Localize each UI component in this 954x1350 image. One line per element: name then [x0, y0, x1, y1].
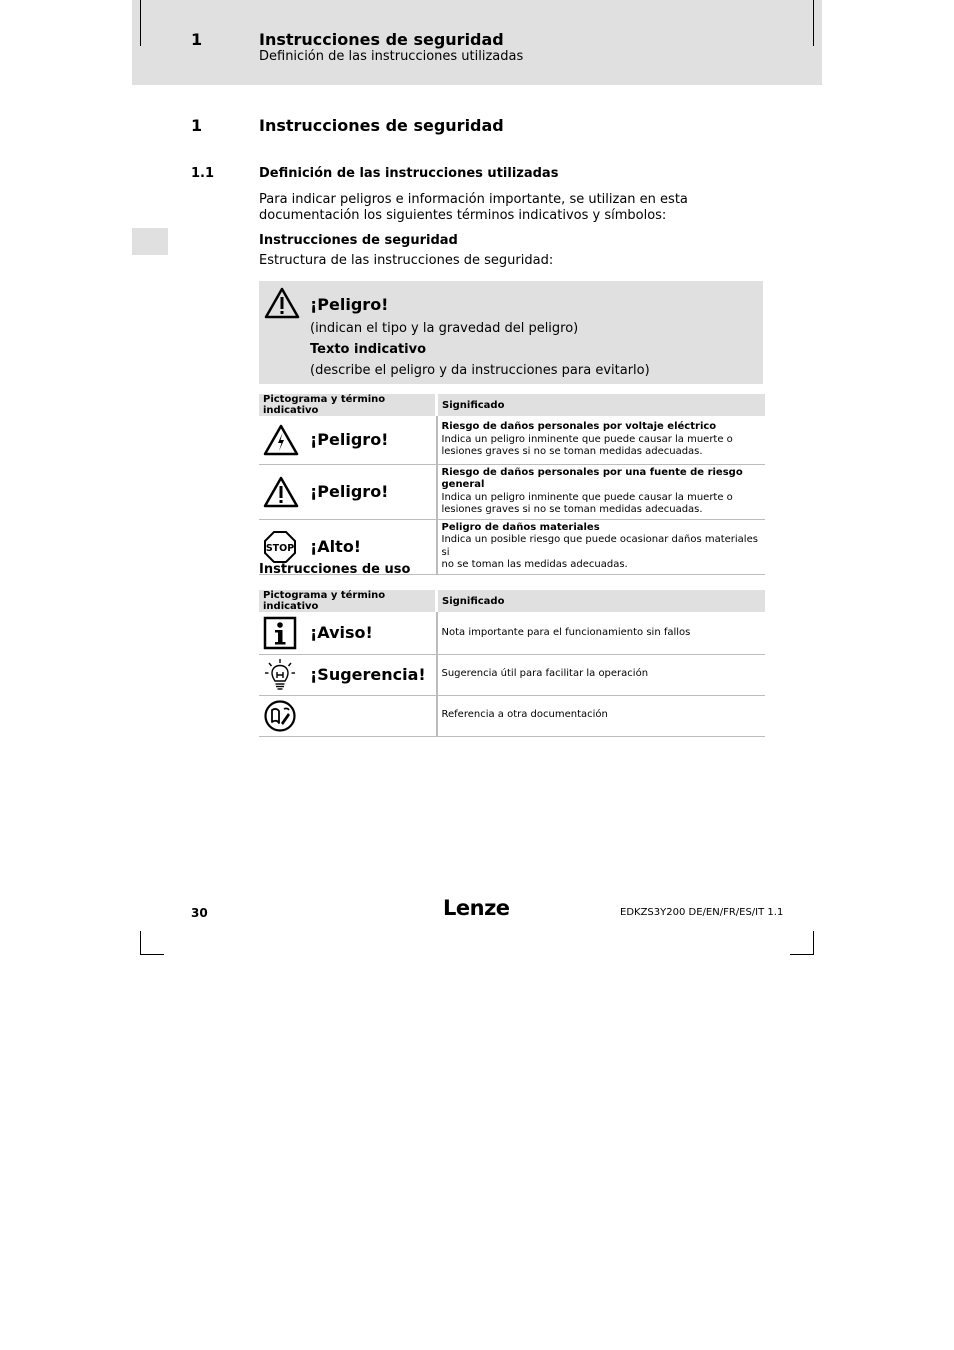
subsection-number: 1.1 — [191, 166, 215, 181]
meaning-text: Nota importante para el funcionamiento sin fallos — [441, 626, 691, 638]
table-row — [259, 695, 765, 736]
section-number: 1 — [191, 116, 203, 135]
table-row — [259, 612, 765, 654]
stop-icon-text: STOP — [265, 542, 295, 554]
meaning-text: no se toman las medidas adecuadas. — [441, 559, 628, 570]
crop-mark — [813, 0, 814, 46]
usage-heading: Instrucciones de uso — [259, 562, 411, 577]
header-chapter-number: 1 — [191, 30, 203, 49]
meaning-title: Peligro de daños materiales — [441, 521, 600, 533]
meaning-text: lesiones graves si no se toman medidas adecuadas. — [441, 504, 703, 515]
table-header-meaning: Significado — [437, 590, 766, 612]
safety-symbols-table — [259, 394, 765, 575]
table-header-pictogram: Pictograma y término indicativo — [259, 590, 437, 612]
table-row — [259, 416, 765, 464]
chapter-side-tab — [132, 228, 168, 255]
warning-example-bold: Texto indicativo — [310, 342, 427, 357]
meaning-text: Indica un posible riesgo que puede ocasionar daños materiales si — [441, 534, 758, 558]
crop-mark — [140, 0, 141, 46]
warning-example-line2: (describe el peligro y da instrucciones para evitarlo) — [310, 363, 650, 378]
safety-heading: Instrucciones de seguridad — [259, 233, 458, 248]
warning-example-title: ¡Peligro! — [310, 295, 389, 314]
term-label: ¡Peligro! — [310, 482, 389, 501]
meaning-text: Referencia a otra documentación — [441, 709, 608, 721]
meaning-text: Indica un peligro inminente que puede causar la muerte o — [441, 433, 733, 445]
meaning-text: Indica un peligro inminente que puede causar la muerte o — [441, 491, 733, 503]
table-row — [259, 654, 765, 695]
term-label: ¡Sugerencia! — [310, 665, 426, 684]
meaning-text: lesiones graves si no se toman medidas adecuadas. — [441, 446, 703, 457]
info-icon — [263, 615, 305, 651]
meaning-title: Riesgo de daños personales por una fuente de riesgo general — [441, 466, 743, 490]
reference-book-icon — [263, 698, 305, 734]
safety-structure-text: Estructura de las instrucciones de seguridad: — [259, 253, 554, 268]
electric-warning-icon — [263, 422, 305, 458]
general-warning-icon — [263, 474, 305, 510]
intro-paragraph: Para indicar peligros e información importante, se utilizan en esta documentación los siguientes términos indicativos y símbolos: — [259, 192, 688, 223]
table-header-meaning: Significado — [437, 394, 766, 416]
page-number: 30 — [191, 906, 208, 920]
crop-mark — [140, 931, 141, 955]
header-subtitle: Definición de las instrucciones utilizadas — [259, 49, 524, 64]
term-label: ¡Alto! — [310, 537, 362, 556]
stop-icon — [263, 529, 305, 565]
subsection-title: Definición de las instrucciones utilizadas — [259, 166, 559, 181]
crop-mark — [813, 931, 814, 955]
lenze-logo: Lenze — [443, 896, 510, 920]
header-chapter-title: Instrucciones de seguridad — [259, 30, 504, 49]
warning-example-line1: (indican el tipo y la gravedad del peligro) — [310, 321, 579, 336]
term-label: ¡Peligro! — [310, 430, 389, 450]
usage-symbols-table — [259, 590, 765, 737]
term-label: ¡Aviso! — [310, 623, 373, 643]
section-title: Instrucciones de seguridad — [259, 116, 504, 135]
meaning-title: Riesgo de daños personales por voltaje eléctrico — [441, 421, 717, 432]
meaning-text: Sugerencia útil para facilitar la operación — [441, 668, 649, 680]
general-warning-icon — [264, 287, 300, 323]
crop-mark — [140, 954, 164, 955]
document-code: EDKZS3Y200 DE/EN/FR/ES/IT 1.1 — [620, 907, 784, 918]
crop-mark — [790, 954, 814, 955]
table-header-pictogram: Pictograma y término indicativo — [259, 394, 437, 416]
lightbulb-icon — [263, 657, 305, 693]
table-row — [259, 464, 765, 519]
